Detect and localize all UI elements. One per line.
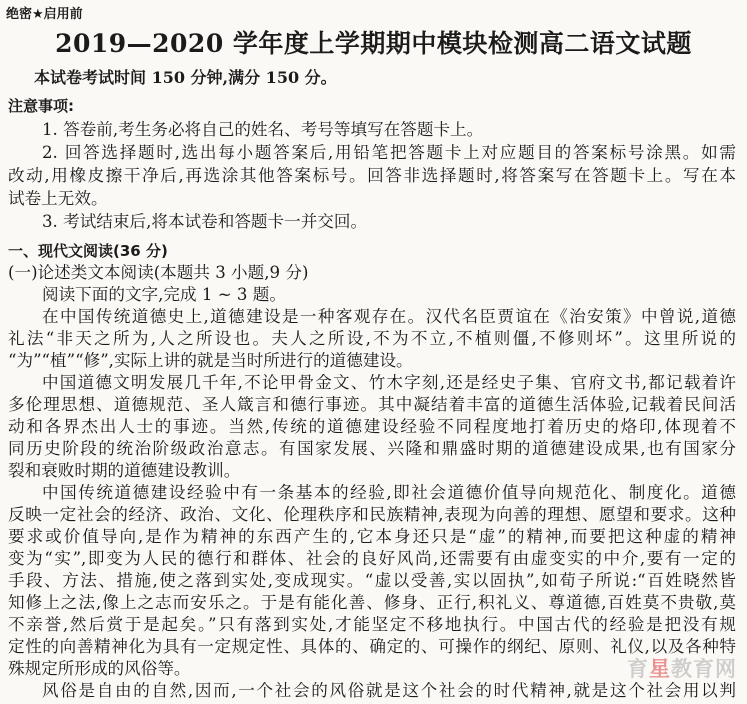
section-heading: 一、现代文阅读(36 分) — [8, 242, 168, 260]
watermark-part: 育 — [627, 657, 649, 681]
subsection-heading: (一)论述类文本阅读(本题共 3 小题,9 分) — [8, 263, 309, 282]
notes-section — [8, 95, 736, 233]
instruction: 阅读下面的文字,完成 1 ~ 3 题。 — [42, 285, 286, 304]
passage-line: 反映一定社会的经济、政治、文化、伦理秩序和民族精神,表现为向善的理想、愿望和要求。这种 — [8, 505, 736, 524]
passage-line: 礼法“非天之所为,人之所设也。夫人之所设,不为不立,不植则僵,不修则坏”。这里所说的 — [8, 329, 736, 348]
watermark-part: 星 — [649, 657, 671, 681]
passage-line: 中国道德文明发展几千年,不论甲骨金文、竹木字刻,还是经史子集、官府文书,都记载着许 — [42, 373, 736, 392]
exam-title: 2019—2020 学年度上学期期中模块检测高二语文试题 — [55, 29, 692, 58]
note-line: 改动,用橡皮擦干净后,再选涂其他答案标号。回答非选择题时,将答案写在答题卡上。写在本 — [8, 166, 736, 185]
note-line: 2. 回答选择题时,选出每小题答案后,用铅笔把答题卡上对应题目的答案标号涂黑。如需 — [42, 143, 736, 162]
passage — [8, 306, 736, 702]
passage-line: 殊规定所形成的风俗等。 — [8, 659, 191, 678]
note-line: 1. 答卷前,考生务必将自己的姓名、考号等填写在答题卡上。 — [42, 120, 484, 139]
passage-line: 多伦理思想、道德规范、圣人箴言和德行事迹。其中凝结着丰富的道德生活体验,记载着民间活 — [8, 395, 736, 414]
watermark-logo — [627, 658, 737, 680]
passage-line: 要求或价值导向,是作为精神的东西产生的,它本身还只是“虚”的精神,而要把这种虚的精神 — [8, 527, 736, 546]
watermark-part: 教育网 — [671, 657, 737, 681]
passage-line: 同历史阶段的统治阶级政治意志。有国家发展、兴隆和鼎盛时期的道德建设成果,也有国家分 — [8, 439, 736, 458]
exam-info: 本试卷考试时间 150 分钟,满分 150 分。 — [34, 68, 337, 87]
passage-line: 定性的向善精神化为具有一定规定性、具体的、确定的、可操作的纲纪、原则、礼仪,以及各种特 — [8, 637, 736, 656]
note-line: 3. 考试结束后,将本试卷和答题卡一并交回。 — [42, 212, 368, 231]
notes-heading: 注意事项: — [8, 97, 74, 115]
note-line: 试卷上无效。 — [8, 189, 108, 208]
passage-line: 手段、方法、措施,使之落到实处,变成现实。“虚以受善,实以固执”,如荀子所说:“百姓晓然皆 — [8, 571, 736, 590]
passage-line: “为”“植”“修”,实际上讲的就是当时所进行的道德建设。 — [8, 351, 413, 370]
confidential-label: 绝密★启用前 — [6, 7, 83, 22]
passage-line: 不亲誉,然后赏于是起矣。”只有落到实处,才能坚定不移地执行。中国古代的经验是把没有规 — [8, 615, 736, 634]
passage-line: 动和各界杰出人士的事迹。当然,传统的道德建设经验不同程度地打着历史的烙印,体现着不 — [8, 417, 736, 436]
passage-line: 中国传统道德建设经验中有一条基本的经验,即社会道德价值导向规范化、制度化。道德 — [42, 483, 736, 502]
passage-line: 风俗是自由的自然,因而,一个社会的风俗就是这个社会的时代精神,就是这个社会用以判 — [42, 681, 736, 700]
passage-line: 在中国传统道德史上,道德建设是一种客观存在。汉代名臣贾谊在《治安策》中曾说,道德 — [42, 307, 736, 326]
reading-section — [8, 240, 736, 702]
passage-line: 变为“实”,即变为人民的德行和群体、社会的良好风尚,还需要有由虚变实的中介,要有一定的 — [8, 549, 736, 568]
passage-line: 裂和衰败时期的道德建设教训。 — [8, 461, 241, 480]
passage-line: 知修上之法,像上之志而安乐之。于是有能化善、修身、正行,积礼义、尊道德,百姓莫不贵敬,莫 — [8, 593, 736, 612]
